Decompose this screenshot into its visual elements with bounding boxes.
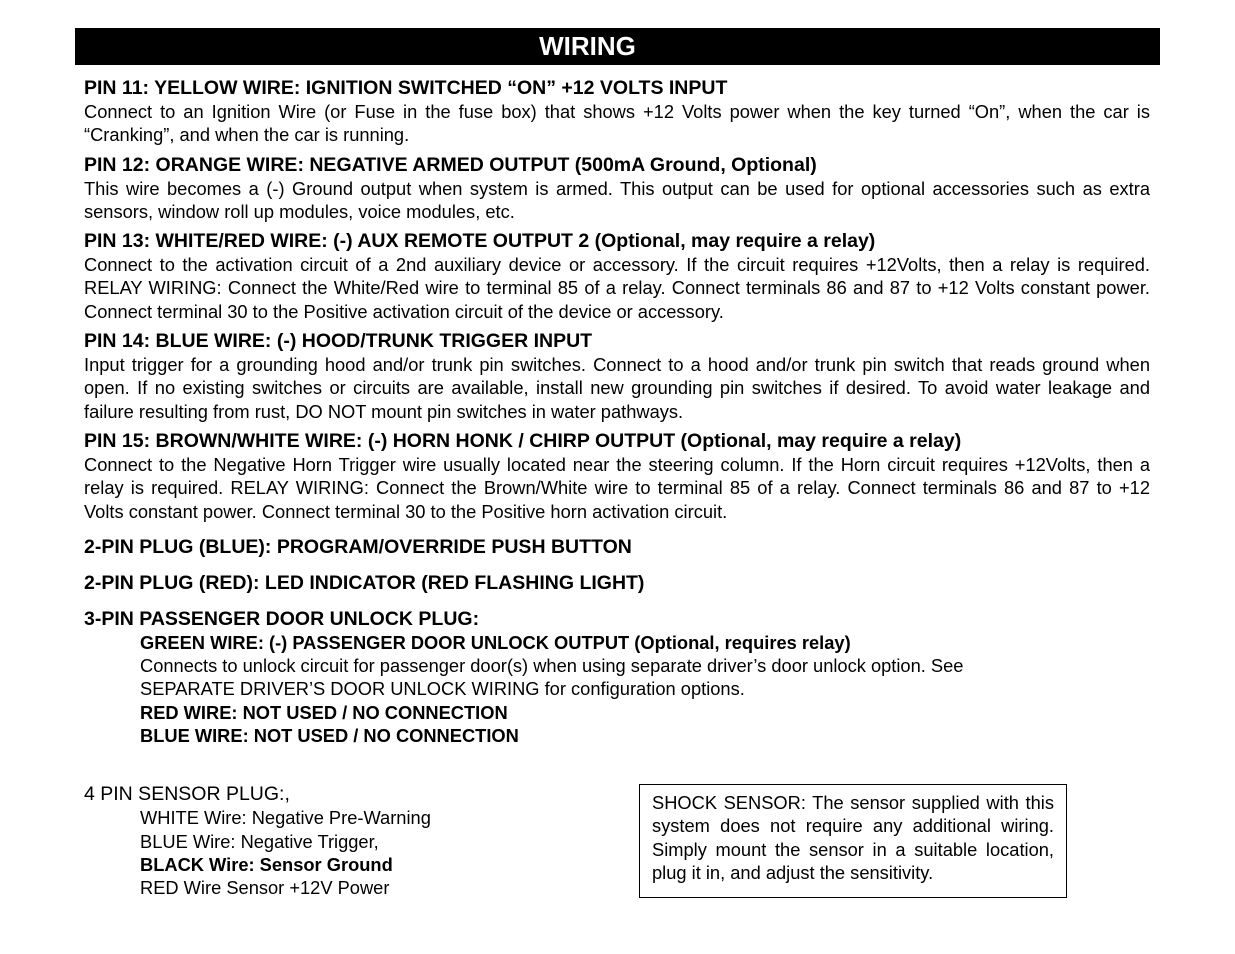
sensor-blue-wire: BLUE Wire: Negative Trigger, <box>140 830 379 852</box>
sensor-plug-block <box>84 783 604 899</box>
pin-15-section <box>84 430 1150 523</box>
pin-13-section <box>84 230 1150 323</box>
pin-12-description: This wire becomes a (-) Ground output when system is armed. This output can be used for optional accessories such as extra sensors, window roll up modules, voice modules, etc. <box>84 177 1150 222</box>
green-wire-heading: GREEN WIRE: (-) PASSENGER DOOR UNLOCK OUTPUT (Optional, requires relay) <box>140 631 851 653</box>
shock-sensor-note-text: SHOCK SENSOR: The sensor supplied with this system does not require any additional wiring. Simply mount the sensor in a suitable location, plug it in, and adjust the sensitivity. <box>652 792 1054 883</box>
sensor-white-wire: WHITE Wire: Negative Pre-Warning <box>140 807 431 829</box>
sensor-plug-title: 4 PIN SENSOR PLUG:, <box>84 783 290 805</box>
pin-15-description: Connect to the Negative Horn Trigger wire usually located near the steering column. If the Horn circuit requires +12Volts, then a relay is required. RELAY WIRING: Connect the Brown/White wire to terminal 85 of a relay. Connect terminals 86 and 87 to +12 Volts constant power. Connect terminal 30 to the Positive horn activation circuit. <box>84 453 1150 522</box>
pin-11-description: Connect to an Ignition Wire (or Fuse in the fuse box) that shows +12 Volts power when the key turned “On”, when the car is “Cranking”, and when the car is running. <box>84 101 1150 146</box>
pin-14-heading: PIN 14: BLUE WIRE: (-) HOOD/TRUNK TRIGGER INPUT <box>84 330 593 353</box>
green-wire-description-line-2: SEPARATE DRIVER’S DOOR UNLOCK WIRING for configuration options. <box>140 678 745 700</box>
pin-11-heading: PIN 11: YELLOW WIRE: IGNITION SWITCHED “ON” +12 VOLTS INPUT <box>84 77 728 99</box>
pin-13-description: Connect to the activation circuit of a 2nd auxiliary device or accessory. If the circuit requires +12Volts, then a relay is required. RELAY WIRING: Connect the White/Red wire to terminal 85 of a relay. Connect terminals 86 and 87 to +12 Volts constant power. Connect terminal 30 to the Positive activation circuit of the device or accessory. <box>84 254 1150 322</box>
pin-12-heading: PIN 12: ORANGE WIRE: NEGATIVE ARMED OUTPUT (500mA Ground, Optional) <box>84 153 817 176</box>
pin-15-heading: PIN 15: BROWN/WHITE WIRE: (-) HORN HONK / CHIRP OUTPUT (Optional, may require a relay) <box>84 429 962 452</box>
pin-14-section <box>84 330 1150 423</box>
wiring-content <box>84 77 1150 747</box>
pin-13-heading: PIN 13: WHITE/RED WIRE: (-) AUX REMOTE OUTPUT 2 (Optional, may require a relay) <box>84 230 876 253</box>
blue-wire-note: BLUE WIRE: NOT USED / NO CONNECTION <box>140 725 519 747</box>
pin-11-section <box>84 77 1150 147</box>
red-wire-note: RED WIRE: NOT USED / NO CONNECTION <box>140 701 508 723</box>
pin-12-section <box>84 154 1150 224</box>
blue-plug-heading: 2-PIN PLUG (BLUE): PROGRAM/OVERRIDE PUSH BUTTON <box>84 535 632 558</box>
pin-14-description: Input trigger for a grounding hood and/or trunk pin switches. Connect to a hood and/or trunk pin switch that reads ground when open. If no existing switches or circuits are available, install new grounding pin switches if desired. To avoid water leakage and failure resulting from rust, DO NOT mount pin switches in water pathways. <box>84 354 1150 422</box>
shock-sensor-note-box <box>639 784 1067 898</box>
page-title: WIRING <box>75 28 1160 65</box>
passenger-plug-heading: 3-PIN PASSENGER DOOR UNLOCK PLUG: <box>84 607 480 630</box>
red-plug-heading: 2-PIN PLUG (RED): LED INDICATOR (RED FLASHING LIGHT) <box>84 571 645 594</box>
green-wire-description-line-1: Connects to unlock circuit for passenger door(s) when using separate driver’s door unlock option. See <box>140 655 964 677</box>
sensor-black-wire: BLACK Wire: Sensor Ground <box>140 853 393 875</box>
passenger-plug-details <box>84 631 1150 747</box>
sensor-red-wire: RED Wire Sensor +12V Power <box>140 877 390 899</box>
